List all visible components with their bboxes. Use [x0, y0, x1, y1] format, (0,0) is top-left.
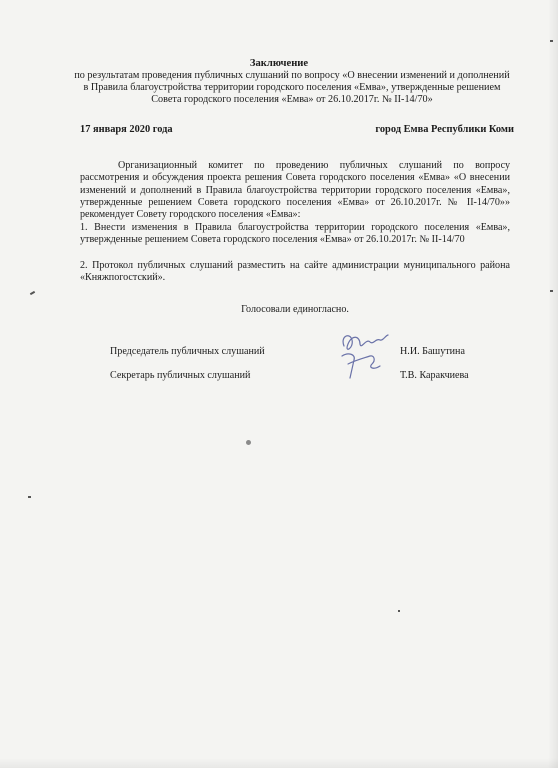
list-item-2: 2. Протокол публичных слушаний разместить на сайте администрации муниципального района «Княжпогостский». [80, 260, 510, 284]
handwritten-signatures [330, 330, 390, 386]
document-place: город Емва Республики Коми [375, 124, 514, 135]
chairman-role: Председатель публичных слушаний [110, 346, 265, 357]
paper-speck [30, 291, 35, 295]
document-subtitle: по результатам проведения публичных слушаний по вопросу «О внесении изменений и дополнений в Правила благоустройства территории городского поселения «Емва», утвержденные решением Совета городского поселения «Емва» от 26.10.2017г. № II-14/70» [74, 70, 510, 106]
list-item-1: 1. Внести изменения в Правила благоустройства территории городского поселения «Емва», утвержденные решением Совета городского поселения «Емва» от 26.10.2017г. № II-14/70 [80, 222, 510, 246]
secretary-name: Т.В. Каракчиева [400, 370, 469, 381]
paper-speck [550, 40, 553, 42]
paper-speck [398, 610, 400, 612]
page-bottom-shadow [0, 758, 558, 768]
page-edge-shadow [548, 0, 558, 768]
chairman-name: Н.И. Башутина [400, 346, 465, 357]
paper-speck [550, 290, 553, 292]
document-title: Заключение [249, 58, 309, 69]
vote-result: Голосовали единогласно. [241, 304, 349, 315]
paper-speck [246, 440, 251, 445]
secretary-role: Секретарь публичных слушаний [110, 370, 251, 381]
document-date: 17 января 2020 года [80, 124, 173, 135]
recommendation-paragraph: Организационный комитет по проведению публичных слушаний по вопросу рассмотрения и обсуждения проекта решения Совета городского поселения «Емва» «О внесении изменений и дополнений в Правила благоустройства территории городского поселения «Емва», утвержденные решением Совета городского поселения «Емва» от 26.10.2017г. № II-14/70»» рекомендует Совету городского поселения «Емва»: [80, 160, 510, 221]
paper-speck [28, 496, 31, 498]
